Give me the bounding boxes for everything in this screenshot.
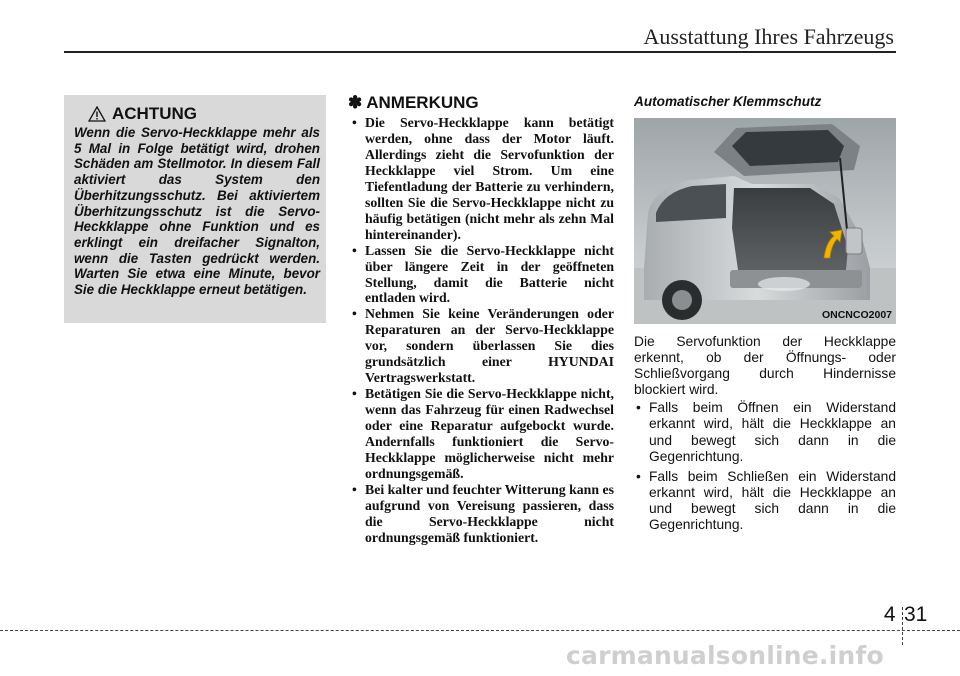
note-item bbox=[348, 115, 614, 243]
section-intro: Die Servofunktion der Heckklappe erkennt, ob der Öffnungs- oder Schließvorgang durch Hindernisse blockiert wird. bbox=[634, 334, 896, 398]
note-section bbox=[348, 93, 614, 546]
note-item-text: Die Servo-Heckklappe kann betätigt werden, ohne dass der Motor läuft. Allerdings zieht die Servofunktion der Heckklappe viel Strom. Um eine Tiefentladung der Batterie zu verhindern, sollten Sie die Servo-Heckklappe nicht zu häufig betätigen (nicht mehr als zehn Mal hintereinander). bbox=[365, 115, 614, 242]
note-item bbox=[348, 482, 614, 546]
bullet: • bbox=[352, 115, 357, 130]
header-rule bbox=[64, 51, 896, 53]
warning-text: Wenn die Servo-Heckklappe mehr als 5 Mal in Folge betätigt wird, drohen Schäden am Stellmotor. In diesem Fall aktiviert das System den Überhitzungsschutz. Bei aktiviertem Überhitzungsschutz ist die Servo-Heckklappe ohne Funktion und es erklingt ein dreifacher Signalton, wenn die Tasten gedrückt werden. Warten Sie etwa eine Minute, bevor Sie die Heckklappe erneut betätigen. bbox=[74, 125, 320, 298]
warning-heading bbox=[88, 104, 197, 124]
note-label: ANMERKUNG bbox=[366, 93, 479, 112]
bullet: • bbox=[352, 481, 357, 497]
warning-triangle-icon bbox=[88, 106, 106, 122]
section-item-text: Falls beim Schließen ein Widerstand erkannt wird, hält die Heckklappe an und bewegt sich dann in die Gegenrichtung. bbox=[649, 468, 896, 533]
section-item bbox=[634, 469, 896, 533]
bullet: • bbox=[352, 386, 357, 402]
image-code: ONCNCO2007 bbox=[821, 309, 892, 321]
page-number: 31 bbox=[904, 603, 928, 626]
watermark: carmanualsonline.info bbox=[566, 641, 884, 670]
section-body bbox=[634, 334, 896, 537]
note-heading bbox=[348, 93, 614, 113]
note-item bbox=[348, 306, 614, 386]
suv-tailgate-illustration bbox=[634, 118, 896, 324]
note-item-text: Betätigen Sie die Servo-Heckklappe nicht, wenn das Fahrzeug für einen Radwechsel oder eine Reparatur aufgebockt wurde. Andernfalls funktioniert die Servo-Heckklappe möglicherweise nicht mehr ordnungsgemäß. bbox=[365, 386, 614, 481]
note-item bbox=[348, 243, 614, 307]
note-symbol-icon: ✽ bbox=[348, 93, 363, 112]
warning-box bbox=[64, 95, 326, 323]
bullet: • bbox=[352, 242, 357, 258]
note-item-text: Lassen Sie die Servo-Heckklappe nicht über längere Zeit in der geöffneten Stellung, damit die Batterie nicht entladen wird. bbox=[365, 242, 614, 306]
warning-label: ACHTUNG bbox=[112, 104, 197, 123]
note-item bbox=[348, 386, 614, 482]
note-item-text: Nehmen Sie keine Veränderungen oder Reparaturen an der Servo-Heckklappe vor, sondern überlassen Sie dies grundsätzlich einer HYUNDAI Vertragswerkstatt. bbox=[365, 306, 614, 386]
bullet: • bbox=[352, 306, 357, 322]
chapter-number: 4 bbox=[883, 603, 896, 626]
bullet: • bbox=[636, 468, 641, 484]
section-item-text: Falls beim Öffnen ein Widerstand erkannt wird, hält die Heckklappe an und bewegt sich dann in die Gegenrichtung. bbox=[649, 400, 896, 464]
note-item-text: Bei kalter und feuchter Witterung kann es aufgrund von Vereisung passieren, dass die Servo-Heckklappe nicht ordnungsgemäß funktioniert. bbox=[365, 481, 614, 545]
footer-rule bbox=[0, 630, 960, 631]
section-list bbox=[634, 400, 896, 533]
bullet: • bbox=[636, 400, 641, 416]
section-item bbox=[634, 400, 896, 464]
section-title: Automatischer Klemmschutz bbox=[634, 94, 822, 109]
page-header-title: Ausstattung Ihres Fahrzeugs bbox=[643, 24, 894, 49]
tailgate-photo bbox=[634, 118, 896, 324]
note-list bbox=[348, 115, 614, 546]
footer-divider bbox=[902, 607, 903, 645]
